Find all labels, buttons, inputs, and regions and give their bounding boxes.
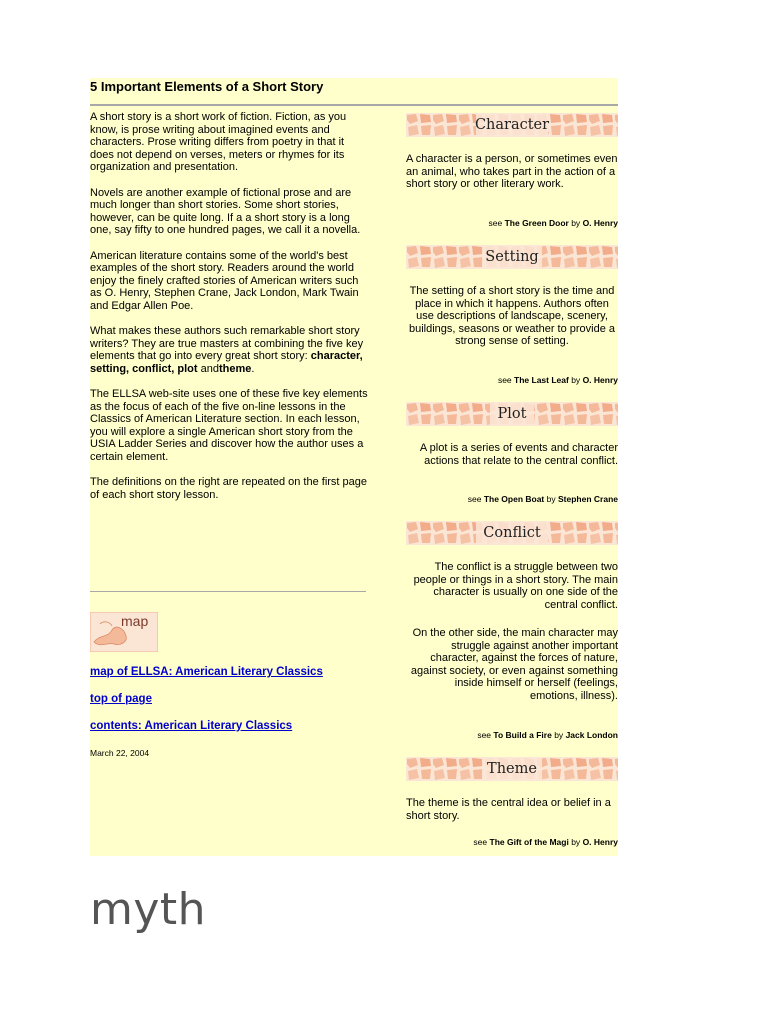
setting-definition: The setting of a short story is the time and place in which it happens. Authors often use descriptions of landscape, scenery, buildings, seasons or weather to provide a strong sense of setting.: [408, 285, 616, 347]
link-map[interactable]: map of ELLSA: American Literary Classics: [90, 666, 323, 678]
character-reference: see The Green Door by O. Henry: [488, 218, 618, 228]
intro-paragraph-4: What makes these authors such remarkable short story writers? They are true masters at combining the five key elements that go into every great short story: character, setting, conflict, plot andtheme.: [90, 325, 364, 375]
intro-paragraph-2: Novels are another example of fictional prose and are much longer than short stories. Some short stories, however, can be quite long. If a a short story is a long one, say fifty to one hundred pages, we call it a novella.: [90, 186, 361, 236]
banner-setting: [406, 245, 618, 269]
plot-definition: A plot is a series of events and character actions that relate to the central conflict.: [419, 442, 618, 467]
conflict-definition: The conflict is a struggle between two people or things in a short story. The main character is usually on one side of the central conflict.: [413, 561, 618, 611]
conflict-reference: see To Build a Fire by Jack London: [477, 730, 618, 740]
heading-setting: Setting: [485, 249, 539, 265]
banner-theme: [406, 757, 618, 781]
divider: [90, 591, 366, 592]
heading-plot: Plot: [497, 406, 527, 422]
intro-paragraph-1: A short story is a short work of fiction. Fiction, as you know, is prose writing about imagined events and characters. Prose writing differs from poetry in that it does not depend on verses, meters or rhymes for its organization and presentation.: [90, 111, 347, 173]
heading-theme: Theme: [487, 761, 537, 777]
nav-links: [90, 665, 390, 746]
banner-plot: [406, 402, 618, 426]
map-icon: [90, 612, 158, 652]
conflict-definition-2: On the other side, the main character may struggle against another important character, against the forces of nature, against society, or even against something inside himself or herself (feelings, emotions, illness).: [410, 627, 618, 702]
heading-conflict: Conflict: [483, 525, 541, 541]
intro-paragraph-6: The definitions on the right are repeated on the first page of each short story lesson.: [90, 476, 368, 501]
banner-character: [406, 113, 618, 137]
page-title: 5 Important Elements of a Short Story: [90, 78, 618, 106]
character-definition: A character is a person, or sometimes even an animal, who takes part in the action of a short story or other literary work.: [406, 153, 618, 190]
link-contents[interactable]: contents: American Literary Classics: [90, 720, 293, 732]
map-thumbnail[interactable]: [90, 612, 158, 652]
intro-paragraph-5: The ELLSA web-site uses one of these five key elements as the focus of each of the five on-line lessons in the Classics of American Literature section. In each lesson, you will explore a single American short story from the USIA Ladder Series and discover how the author uses a certain element.: [90, 388, 368, 463]
plot-reference: see The Open Boat by Stephen Crane: [467, 494, 618, 504]
intro-paragraph-3: American literature contains some of the world's best examples of the short story. Readers around the world enjoy the finely crafted stories of American writers such as O. Henry, Stephen Crane, Jack London, Mark Twain and Edgar Allen Poe.: [90, 249, 359, 312]
intro-column: [90, 111, 370, 514]
banner-conflict: [406, 521, 618, 545]
link-top-of-page[interactable]: top of page: [90, 693, 152, 705]
map-label: map: [121, 613, 149, 629]
theme-reference: see The Gift of the Magi by O. Henry: [473, 837, 618, 847]
setting-reference: see The Last Leaf by O. Henry: [497, 375, 618, 385]
page-panel: [90, 78, 618, 856]
date: March 22, 2004: [90, 748, 150, 758]
heading-character: Character: [474, 117, 550, 133]
footer-word: myth: [90, 884, 207, 935]
theme-definition: The theme is the central idea or belief in a short story.: [406, 797, 611, 822]
